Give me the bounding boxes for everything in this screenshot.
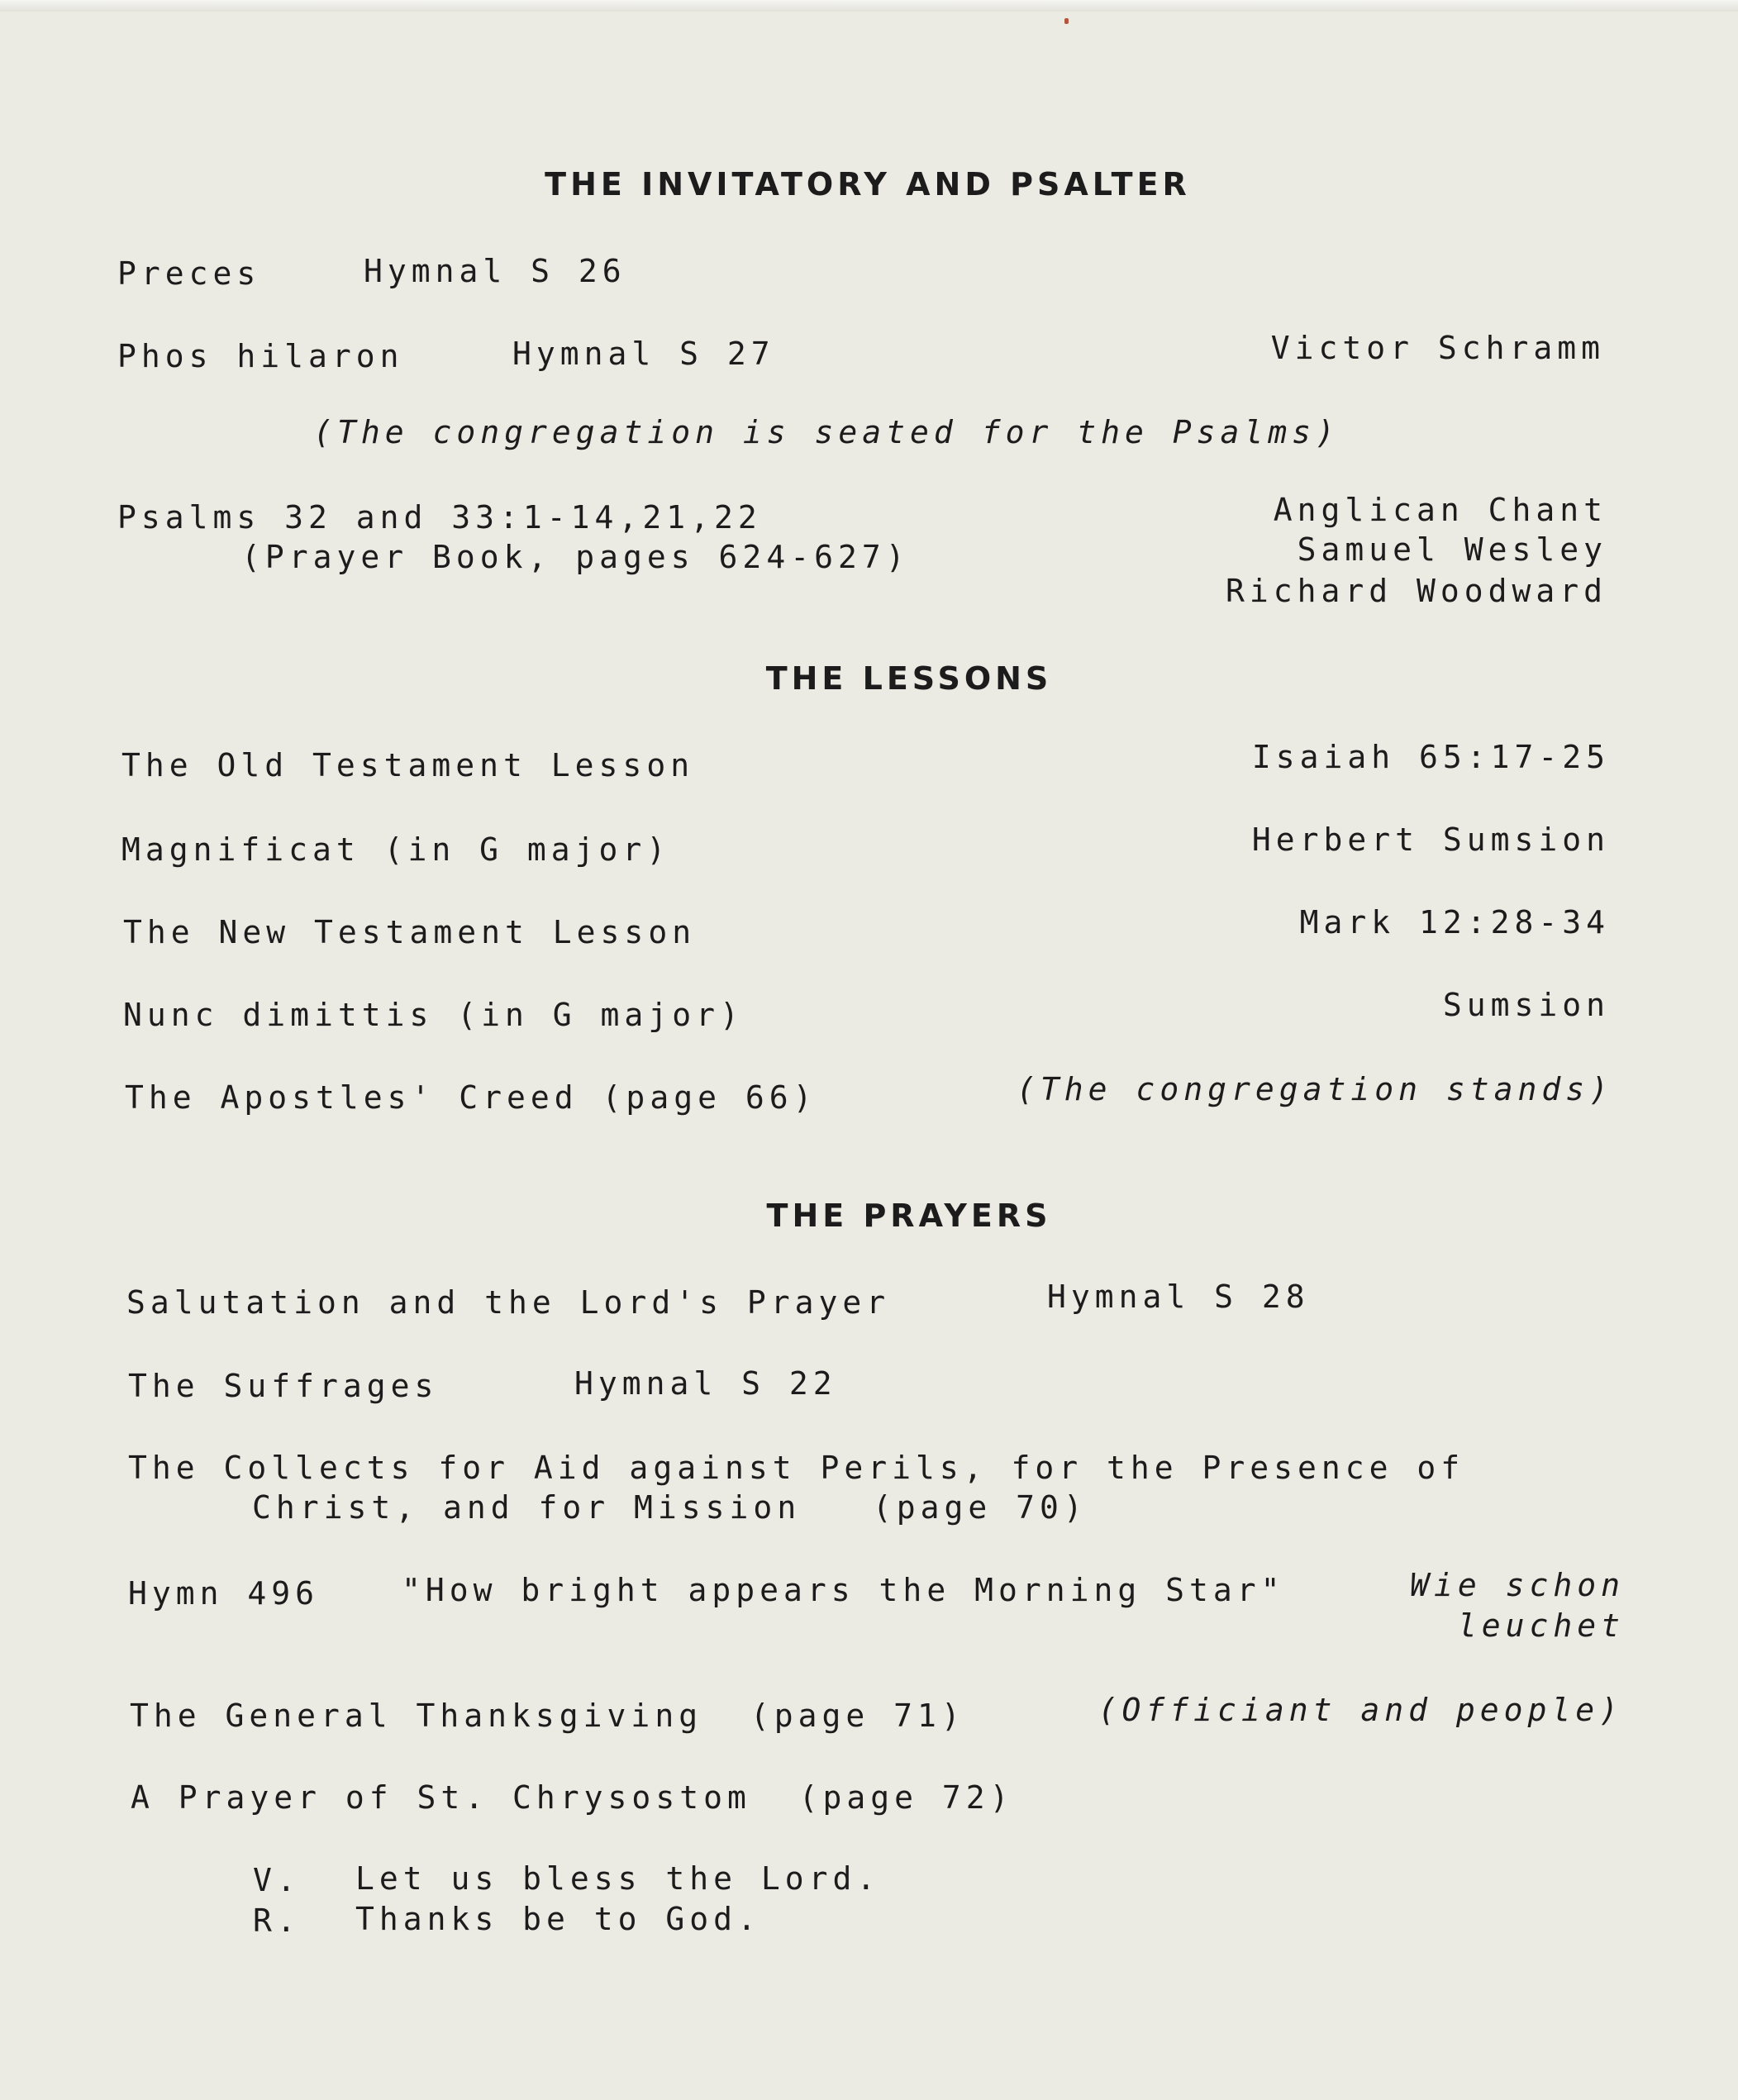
response-label: R. — [253, 1902, 301, 1939]
thanksgiving-title: The General Thanksgiving (page 71) — [130, 1698, 965, 1734]
psalms-composer-3: Richard Woodward — [1225, 573, 1607, 609]
thanksgiving-note: (Officiant and people) — [1098, 1692, 1623, 1728]
psalms-line1: Psalms 32 and 33:1-14,21,22 — [117, 499, 762, 536]
lesson-title: The Apostles' Creed (page 66) — [125, 1079, 817, 1116]
lesson-right: Herbert Sumsion — [1251, 821, 1610, 858]
lesson-right: Mark 12:28-34 — [1299, 904, 1610, 940]
psalms-composer-2: Samuel Wesley — [1297, 531, 1607, 568]
versicle-text: Let us bless the Lord. — [355, 1860, 881, 1897]
phos-title: Phos hilaron — [117, 338, 404, 374]
lesson-title: The New Testament Lesson — [123, 914, 697, 950]
lesson-title: Nunc dimittis (in G major) — [123, 997, 744, 1033]
phos-composer: Victor Schramm — [1270, 330, 1605, 366]
lesson-right: Sumsion — [1442, 987, 1610, 1023]
response-text: Thanks be to God. — [355, 1901, 761, 1937]
lesson-title: The Old Testament Lesson — [121, 747, 695, 783]
heading-lessons: THE LESSONS — [765, 660, 1053, 697]
psalms-line2: (Prayer Book, pages 624-627) — [241, 539, 910, 575]
preces-ref: Hymnal S 26 — [364, 253, 626, 289]
ink-speck — [1064, 18, 1069, 24]
hymn-number: Hymn 496 — [128, 1575, 320, 1612]
heading-invitatory: THE INVITATORY AND PSALTER — [545, 166, 1191, 202]
salutation-title: Salutation and the Lord's Prayer — [126, 1284, 891, 1321]
creed-note: (The congregation stands) — [1017, 1071, 1613, 1107]
psalms-composer-1: Anglican Chant — [1273, 492, 1607, 528]
hymn-tune-1: Wie schon — [1410, 1567, 1625, 1603]
phos-ref: Hymnal S 27 — [512, 336, 775, 372]
chrysostom-prayer: A Prayer of St. Chrysostom (page 72) — [131, 1779, 1014, 1816]
suffrages-title: The Suffrages — [128, 1368, 439, 1404]
collects-line1: The Collects for Aid against Perils, for the Presence of — [128, 1450, 1465, 1486]
heading-prayers: THE PRAYERS — [766, 1198, 1052, 1234]
collects-line2: Christ, and for Mission (page 70) — [252, 1489, 1088, 1526]
seated-note: (The congregation is seated for the Psalms) — [313, 414, 1340, 450]
hymn-tune-2: leuchet — [1457, 1607, 1625, 1644]
suffrages-ref: Hymnal S 22 — [574, 1365, 837, 1402]
versicle-label: V. — [253, 1862, 301, 1898]
salutation-ref: Hymnal S 28 — [1047, 1279, 1310, 1315]
preces-title: Preces — [117, 255, 261, 292]
page-top-edge — [0, 0, 1738, 12]
lesson-title: Magnificat (in G major) — [121, 831, 671, 868]
lesson-right: Isaiah 65:17-25 — [1251, 739, 1610, 775]
hymn-title: "How bright appears the Morning Star" — [402, 1572, 1285, 1608]
